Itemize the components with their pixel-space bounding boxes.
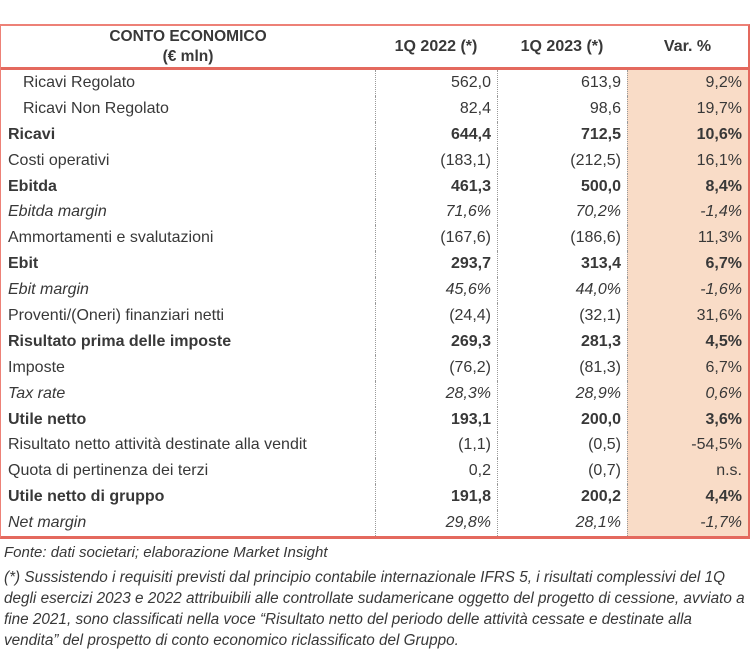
value-1q2023: (81,3) [497,355,627,381]
value-1q2022: 82,4 [375,96,497,122]
value-1q2023: 70,2% [497,199,627,225]
table-row [1,458,748,484]
table-title [1,27,375,66]
row-label: Utile netto di gruppo [8,488,165,506]
value-1q2023: (186,6) [497,225,627,251]
value-1q2022: 461,3 [375,174,497,200]
column-header-1q2023: 1Q 2023 (*) [520,37,604,55]
value-var-pct: 11,3% [627,225,748,251]
value-1q2022: (1,1) [375,432,497,458]
value-var-pct: 9,2% [627,70,748,96]
value-1q2023: 200,0 [497,407,627,433]
table-row [1,251,748,277]
value-1q2022: (167,6) [375,225,497,251]
value-1q2023: 28,1% [497,510,627,536]
value-var-pct: 3,6% [627,407,748,433]
value-var-pct: -1,7% [627,510,748,536]
value-1q2023: (212,5) [497,148,627,174]
column-header-var-pct: Var. % [663,37,712,55]
table-row [1,96,748,122]
value-var-pct: 6,7% [627,251,748,277]
row-label: Costi operativi [8,151,110,169]
value-var-pct: 19,7% [627,96,748,122]
value-1q2022: (183,1) [375,148,497,174]
value-1q2022: 45,6% [375,277,497,303]
table-row [1,199,748,225]
value-1q2023: (0,5) [497,432,627,458]
value-1q2022: 562,0 [375,70,497,96]
table-row [1,148,748,174]
value-1q2022: 644,4 [375,122,497,148]
row-label: Ricavi Non Regolato [23,99,169,117]
value-var-pct: 4,5% [627,329,748,355]
table-header-row [1,26,748,70]
value-var-pct: 0,6% [627,381,748,407]
table-body [1,70,748,536]
row-label: Ebitda margin [8,203,107,221]
row-label: Tax rate [8,384,66,402]
value-1q2023: 281,3 [497,329,627,355]
table-row [1,432,748,458]
value-1q2023: (32,1) [497,303,627,329]
value-1q2023: 200,2 [497,484,627,510]
value-var-pct: 6,7% [627,355,748,381]
value-var-pct: 8,4% [627,174,748,200]
value-1q2022: 28,3% [375,381,497,407]
table-row [1,381,748,407]
value-1q2022: 191,8 [375,484,497,510]
table-row [1,70,748,96]
value-1q2022: (76,2) [375,355,497,381]
table-row [1,484,748,510]
row-label: Risultato prima delle imposte [8,332,232,350]
value-1q2023: (0,7) [497,458,627,484]
value-var-pct: 10,6% [627,122,748,148]
value-var-pct: 16,1% [627,148,748,174]
row-label: Ebit margin [8,281,89,299]
table-title-line2: (€ mln) [162,47,214,65]
row-label: Quota di pertinenza dei terzi [8,462,209,480]
column-header-1q2022: 1Q 2022 (*) [394,37,478,55]
value-var-pct: -1,4% [627,199,748,225]
source-note: Fonte: dati societari; elaborazione Market Insight [4,544,328,561]
value-1q2023: 313,4 [497,251,627,277]
table-row [1,225,748,251]
value-1q2022: 0,2 [375,458,497,484]
table-row [1,355,748,381]
ifrs5-footnote: (*) Sussistendo i requisiti previsti dal principio contabile internazionale IFRS 5, i risultati complessivi del 1Q degli esercizi 2023 e 2022 attribuibili alle controllate sudamericane oggetto del progetto di cessione, avviato a fine 2021, sono classificati nella voce “Risultato netto del periodo delle attività cessate e destinate alla vendita” del prospetto di conto economico riclassificato del Gruppo. [4,569,745,649]
row-label: Proventi/(Oneri) finanziari netti [8,306,225,324]
value-var-pct: -54,5% [627,432,748,458]
value-1q2023: 28,9% [497,381,627,407]
table-row [1,303,748,329]
value-var-pct: 4,4% [627,484,748,510]
table-row [1,122,748,148]
income-statement-table [0,24,750,539]
value-1q2023: 712,5 [497,122,627,148]
value-1q2023: 44,0% [497,277,627,303]
table-title-line1: CONTO ECONOMICO [109,28,267,46]
value-1q2022: 269,3 [375,329,497,355]
value-1q2023: 98,6 [497,96,627,122]
table-row [1,510,748,536]
row-label: Risultato netto attività destinate alla vendit [8,436,307,454]
row-label: Imposte [8,358,65,376]
table-row [1,277,748,303]
value-1q2022: (24,4) [375,303,497,329]
row-label: Ricavi [8,125,56,143]
value-1q2023: 613,9 [497,70,627,96]
table-row [1,174,748,200]
row-label: Ebit [8,255,39,273]
value-1q2022: 293,7 [375,251,497,277]
row-label: Ammortamenti e svalutazioni [8,229,214,247]
value-1q2023: 500,0 [497,174,627,200]
table-row [1,329,748,355]
row-label: Utile netto [8,410,87,428]
value-1q2022: 193,1 [375,407,497,433]
value-var-pct: -1,6% [627,277,748,303]
table-row [1,407,748,433]
value-var-pct: n.s. [627,458,748,484]
value-1q2022: 71,6% [375,199,497,225]
row-label: Ricavi Regolato [23,73,136,91]
value-1q2022: 29,8% [375,510,497,536]
row-label: Net margin [8,514,87,532]
value-var-pct: 31,6% [627,303,748,329]
row-label: Ebitda [8,177,57,195]
